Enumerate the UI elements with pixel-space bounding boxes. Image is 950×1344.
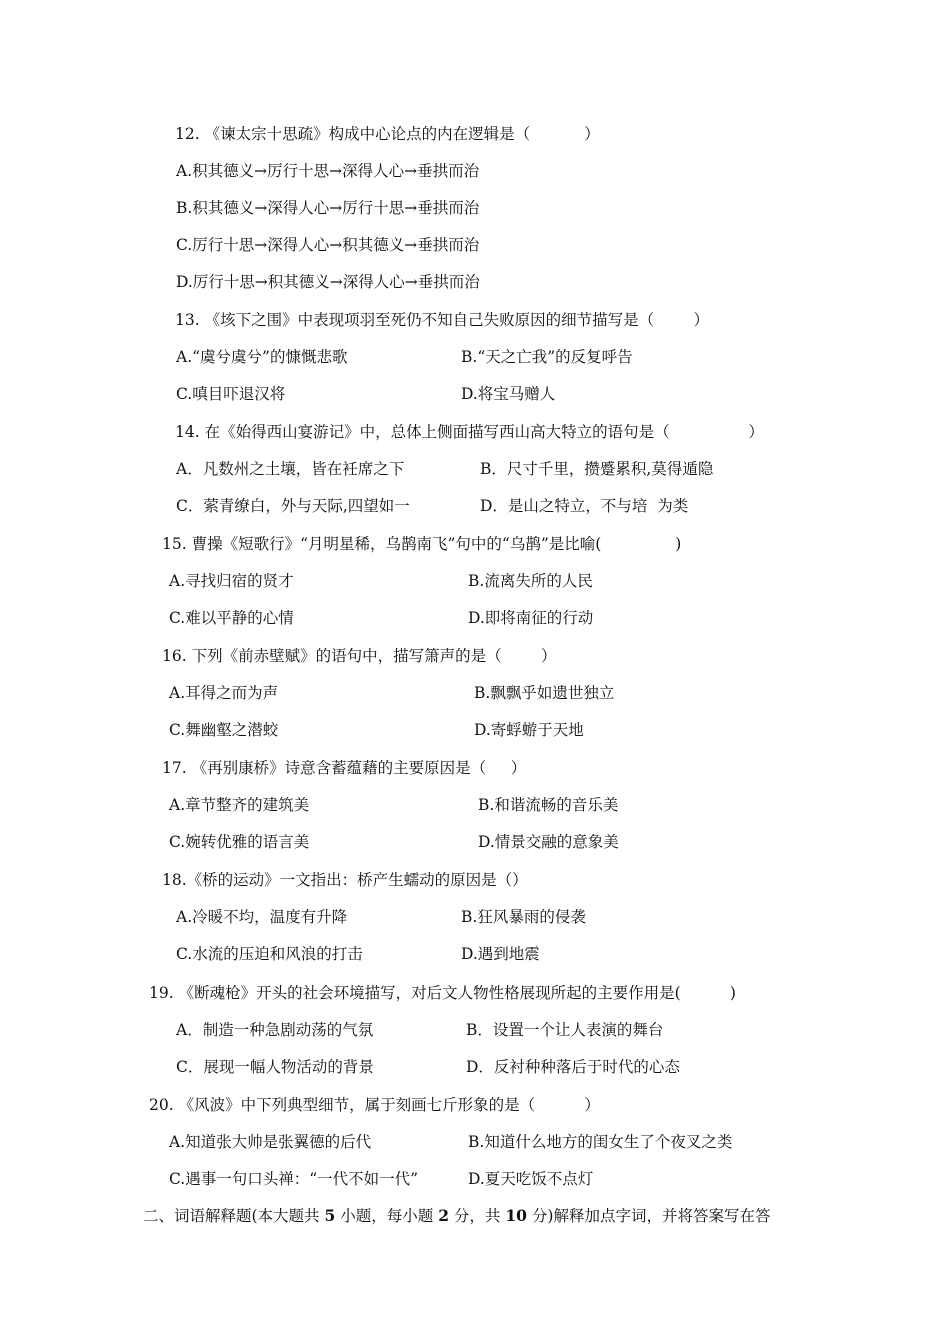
question-17-stem: 17. 《再别康桥》诗意含蓄蕴藉的主要原因是（ ）	[162, 759, 527, 777]
question-18-option-a: A.冷暖不均，温度有升降	[176, 908, 348, 926]
question-15-option-b: B.流离失所的人民	[468, 572, 593, 590]
question-17-option-b: B.和谐流畅的音乐美	[478, 796, 619, 814]
question-18-stem: 18.《桥的运动》一文指出：桥产生蠕动的原因是（）	[162, 871, 528, 889]
question-16-stem: 16. 下列《前赤壁赋》的语句中，描写箫声的是（ ）	[162, 647, 557, 665]
question-15-option-c: C.难以平静的心情	[169, 609, 294, 627]
question-15-stem: 15. 曹操《短歌行》“月明星稀，乌鹊南飞”句中的“乌鹊”是比喻( )	[162, 535, 682, 553]
question-20-option-a: A.知道张大帅是张翼德的后代	[169, 1133, 372, 1151]
question-12-option-d: D.厉行十思→积其德义→深得人心→垂拱而治	[176, 273, 480, 291]
question-12-stem: 12. 《谏太宗十思疏》构成中心论点的内在逻辑是（ ）	[175, 125, 600, 143]
question-14-option-a: A．凡数州之土壤，皆在衽席之下	[176, 460, 405, 478]
question-13-option-c: C.嗔目吓退汉将	[176, 385, 286, 403]
question-12-option-a: A.积其德义→厉行十思→深得人心→垂拱而治	[176, 162, 480, 180]
question-19-option-a: A．制造一种急剧动荡的气氛	[176, 1021, 374, 1039]
question-12-option-b: B.积其德义→深得人心→厉行十思→垂拱而治	[176, 199, 480, 217]
section-question-count: 5	[324, 1206, 336, 1225]
question-14-option-c: C．萦青缭白，外与天际,四望如一	[176, 497, 410, 515]
section-heading-part1: 二、词语解释题(本大题共	[143, 1207, 320, 1225]
question-19-stem: 19. 《断魂枪》开头的社会环境描写，对后文人物性格展现所起的主要作用是( )	[149, 984, 736, 1002]
section-total-points: 10	[505, 1206, 527, 1225]
question-18-option-b: B.狂风暴雨的侵袭	[461, 908, 586, 926]
section-points-each: 2	[438, 1206, 449, 1225]
question-18-option-d: D.遇到地震	[461, 945, 540, 963]
section-heading-part4: 分)解释加点字词，并将答案写在答	[531, 1207, 771, 1225]
question-19-option-d: D．反衬种种落后于时代的心态	[466, 1058, 680, 1076]
question-20-option-c: C.遇事一句口头禅：“一代不如一代”	[169, 1170, 419, 1188]
question-15-option-a: A.寻找归宿的贤才	[169, 572, 294, 590]
question-20-option-b: B.知道什么地方的闺女生了个夜叉之类	[468, 1133, 733, 1151]
section-heading	[143, 1206, 770, 1226]
section-heading-part3: 分，共	[453, 1207, 501, 1225]
section-heading-part2: 小题，每小题	[340, 1207, 434, 1225]
question-18-option-c: C.水流的压迫和风浪的打击	[176, 945, 363, 963]
question-17-option-d: D.情景交融的意象美	[478, 833, 619, 851]
question-16-option-b: B.飘飘乎如遗世独立	[474, 684, 615, 702]
question-16-option-a: A.耳得之而为声	[169, 684, 279, 702]
question-14-option-b: B．尺寸千里，攒蹙累积,莫得遁隐	[480, 460, 714, 478]
question-13-option-a: A.“虞兮虞兮”的慷慨悲歌	[176, 348, 348, 366]
question-12-option-c: C.厉行十思→深得人心→积其德义→垂拱而治	[176, 236, 480, 254]
question-19-option-b: B．设置一个让人表演的舞台	[466, 1021, 664, 1039]
question-17-option-a: A.章节整齐的建筑美	[169, 796, 310, 814]
question-16-option-c: C.舞幽壑之潜蛟	[169, 721, 279, 739]
question-15-option-d: D.即将南征的行动	[468, 609, 594, 627]
question-20-option-d: D.夏天吃饭不点灯	[468, 1170, 594, 1188]
question-13-option-d: D.将宝马赠人	[461, 385, 556, 403]
question-19-option-c: C．展现一幅人物活动的背景	[176, 1058, 374, 1076]
question-20-stem: 20. 《风波》中下列典型细节，属于刻画七斤形象的是（ ）	[149, 1096, 600, 1114]
question-16-option-d: D.寄蜉蝣于天地	[474, 721, 584, 739]
question-17-option-c: C.婉转优雅的语言美	[169, 833, 310, 851]
question-13-stem: 13. 《垓下之围》中表现项羽至死仍不知自己失败原因的细节描写是（ ）	[175, 311, 709, 329]
question-13-option-b: B.“天之亡我”的反复呼告	[461, 348, 633, 366]
question-14-option-d: D．是山之特立，不与培 为类	[480, 497, 689, 515]
question-14-stem: 14. 在《始得西山宴游记》中，总体上侧面描写西山高大特立的语句是（ ）	[175, 423, 764, 441]
